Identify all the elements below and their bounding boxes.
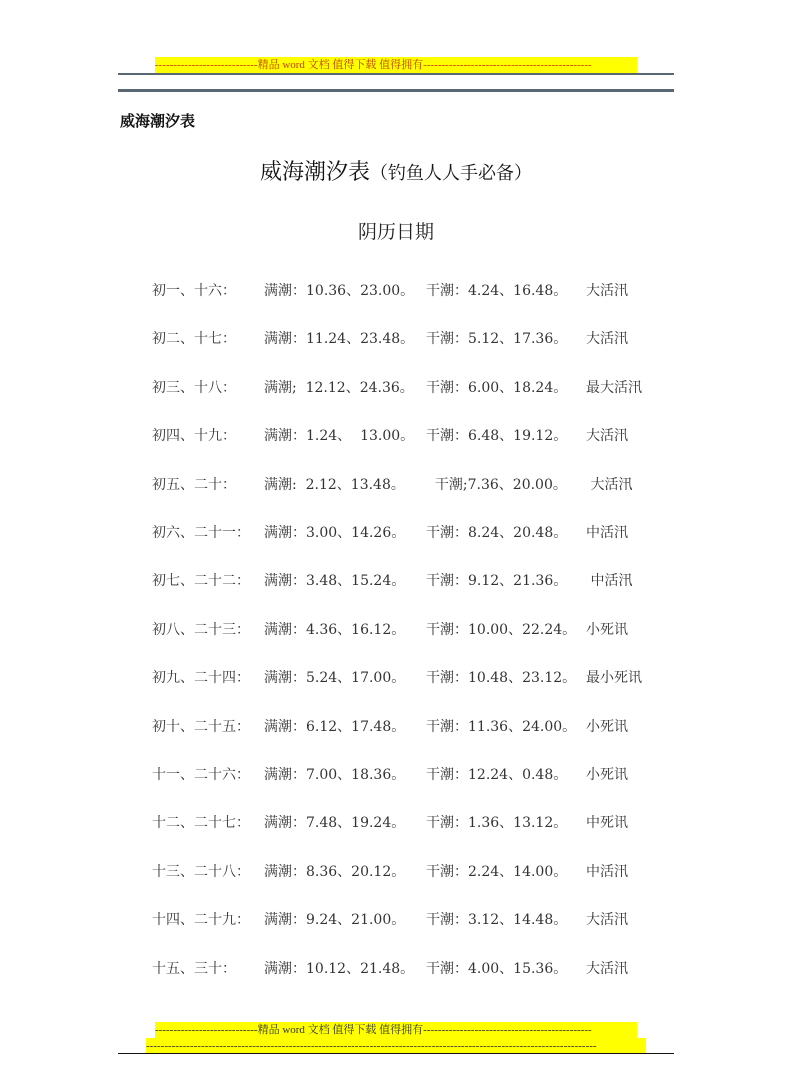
high-tide: 满潮: 2.12、13.48。 — [264, 476, 405, 493]
tide-row — [152, 667, 642, 687]
low-tide: 干潮：6.48、19.12。 — [426, 428, 568, 445]
low-tide: 干潮：5.12、17.36。 — [426, 331, 568, 348]
tide-type: 中活汛 — [586, 525, 628, 541]
low-tide: 干潮：8.24、20.48。 — [426, 525, 568, 541]
tide-type: 小死讯 — [586, 621, 628, 638]
low-tide: 干潮：10.48、23.12。 — [426, 670, 577, 687]
low-tide: 干潮：3.12、14.48。 — [426, 912, 568, 929]
lunar-date: 初八、二十三： — [152, 621, 250, 638]
low-tide: 干潮：1.36、13.12。 — [426, 815, 568, 832]
low-tide: 干潮：12.24、0.48。 — [426, 767, 568, 783]
high-tide: 满潮：7.48、19.24。 — [264, 815, 406, 832]
title-note: （钓鱼人人手必备） — [370, 163, 532, 184]
low-tide: 干潮：10.00、22.24。 — [426, 621, 577, 638]
high-tide: 满潮：10.36、23.00。 — [264, 283, 415, 299]
lunar-date: 初三、十八： — [152, 379, 236, 396]
tide-type: 中活汛 — [586, 863, 628, 880]
lunar-date: 初七、二十二： — [152, 573, 250, 590]
lunar-date: 十三、二十八： — [152, 863, 250, 880]
lunar-date: 十一、二十六： — [152, 767, 250, 783]
low-tide: 干潮：11.36、24.00。 — [426, 718, 577, 735]
low-tide: 干潮：4.24、16.48。 — [426, 283, 568, 299]
tide-row — [152, 619, 628, 639]
tide-type: 大活汛 — [586, 283, 628, 299]
tide-row — [152, 280, 628, 300]
lunar-date: 十二、二十七： — [152, 815, 250, 832]
tide-row — [152, 425, 628, 445]
lunar-date: 初五、二十： — [152, 476, 236, 493]
tide-type: 大活汛 — [586, 331, 628, 348]
low-tide: 干潮：4.00、15.36。 — [426, 960, 568, 977]
lunar-date: 初十、二十五： — [152, 718, 250, 735]
lunar-date: 初六、二十一： — [152, 525, 250, 541]
lunar-date: 十四、二十九： — [152, 912, 250, 929]
high-tide: 满潮：5.24、17.00。 — [264, 670, 406, 687]
tide-row — [152, 474, 632, 494]
high-tide: 满潮：8.36、20.12。 — [264, 863, 406, 880]
tide-row — [152, 958, 628, 978]
tide-row — [152, 522, 628, 542]
tide-type: 中死讯 — [586, 815, 628, 832]
lunar-date: 初二、十七： — [152, 331, 236, 348]
tide-row — [152, 328, 628, 348]
high-tide: 满潮：3.00、14.26。 — [264, 525, 406, 541]
tide-type: 大活汛 — [586, 912, 628, 929]
high-tide: 满潮：10.12、21.48。 — [264, 960, 415, 977]
header-rule — [118, 73, 674, 75]
high-tide: 满潮：7.00、18.36。 — [264, 767, 406, 783]
footer-banner: ----------------------------精品 word 文档 值得下载 值得拥有---------------------------------------------- — [155, 1022, 637, 1038]
low-tide: 干潮;7.36、20.00。 — [426, 476, 567, 493]
low-tide: 干潮：9.12、21.36。 — [426, 573, 568, 590]
high-tide: 满潮：4.36、16.12。 — [264, 621, 406, 638]
title-main: 威海潮汐表 — [259, 160, 370, 185]
high-tide: 满潮：9.24、21.00。 — [264, 912, 406, 929]
tide-row — [152, 764, 628, 784]
tide-type: 小死讯 — [586, 767, 628, 783]
tide-row — [152, 909, 628, 929]
high-tide: 满潮：1.24、 13.00。 — [264, 428, 415, 445]
header-banner: ----------------------------精品 word 文档 值得下载 值得拥有---------------------------------------------- — [155, 57, 637, 73]
footer-rule — [118, 1053, 674, 1054]
tide-type: 最大活汛 — [586, 379, 642, 396]
high-tide: 满潮：3.48、15.24。 — [264, 573, 406, 590]
tide-type: 中活汛 — [586, 573, 633, 590]
lunar-date: 初四、十九： — [152, 428, 236, 445]
low-tide: 干潮：6.00、18.24。 — [426, 379, 568, 396]
high-tide: 满潮：11.24、23.48。 — [264, 331, 415, 348]
page-title — [0, 155, 792, 186]
tide-type: 小死讯 — [586, 718, 628, 735]
high-tide: 满潮：6.12、17.48。 — [264, 718, 406, 735]
header-double-rule — [118, 89, 674, 92]
tide-type: 大活汛 — [586, 960, 628, 977]
tide-type: 大活汛 — [586, 428, 628, 445]
tide-row — [152, 570, 632, 590]
tide-row — [152, 812, 628, 832]
lunar-date: 初九、二十四： — [152, 670, 250, 687]
tide-row — [152, 861, 628, 881]
subtitle: 阴历日期 — [357, 221, 434, 243]
doc-heading: 威海潮汐表 — [120, 112, 196, 130]
lunar-date: 十五、三十： — [152, 960, 236, 977]
lunar-date: 初一、十六： — [152, 283, 236, 299]
footer-banner-dashes: --------------------------------------------------------------------------------------------------------------------------- — [146, 1038, 646, 1054]
tide-row — [152, 716, 628, 736]
tide-row — [152, 377, 642, 397]
high-tide: 满潮; 12.12、24.36。 — [264, 379, 414, 396]
tide-type: 大活汛 — [586, 476, 633, 493]
low-tide: 干潮：2.24、14.00。 — [426, 863, 568, 880]
tide-type: 最小死讯 — [586, 670, 642, 687]
